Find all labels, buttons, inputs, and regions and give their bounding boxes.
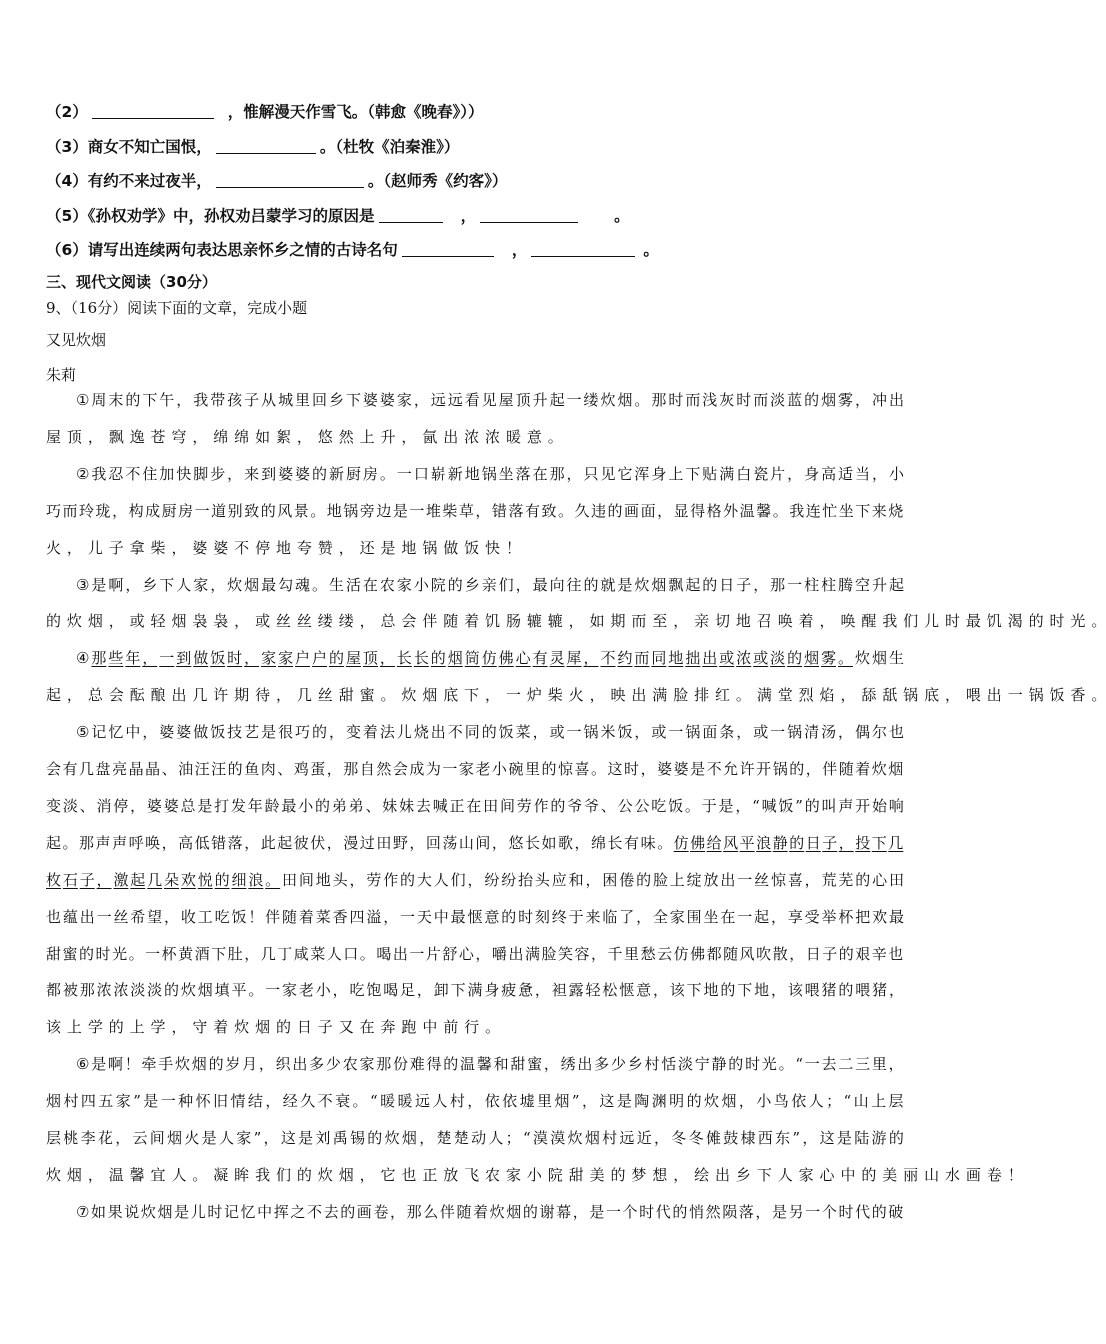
question-4	[46, 171, 507, 191]
article-line: ⑤ 记 忆 中 ， 婆 婆 做 饭 技 艺 是 很 巧 的 ， 变 着 法 儿 烧 出 不 同 的 饭 菜 ， 或 一 锅 米 饭 ， 或 一 锅 面 条 ， 或 一 锅 清 汤 ， 偶 尔 也	[76, 723, 904, 742]
article-title: 又见炊烟	[46, 331, 107, 349]
question-number: （2）	[46, 103, 88, 121]
question-number: （5）	[46, 207, 88, 225]
article-line: 起 ， 总 会 酝 酿 出 几 许 期 待 ， 几 丝 甜 蜜 。 炊 烟 底 下 ， 一 炉 柴 火 ， 映 出 满 脸 排 红 。 满 堂 烈 焰 ， 舔 舐 锅 底 ， 喂 出 一 锅 饭 香 。	[46, 686, 1106, 705]
question-text: 。（杜牧《泊秦淮》）	[319, 138, 460, 156]
article-line: 屋 顶 ， 飘 逸 苍 穹 ， 绵 绵 如 絮 ， 悠 然 上 升 ， 氤 出 浓 浓 暖 意 。	[46, 427, 563, 446]
question-text: ，惟解漫天作雪飞。（韩愈《晚春》））	[227, 103, 484, 121]
question-number: （4）	[46, 172, 88, 190]
article-line: ③ 是 啊 ， 乡 下 人 家 ， 炊 烟 最 勾 魂 。 生 活 在 农 家 小 院 的 乡 亲 们 ， 最 向 往 的 就 是 炊 烟 飘 起 的 日 子 ， 那 一 柱 柱 腾 空 升 起	[76, 575, 904, 594]
answer-blank[interactable]	[216, 172, 364, 188]
answer-blank[interactable]	[379, 207, 443, 223]
article-line: ④ 那 些 年 ， 一 到 做 饭 时 ， 家 家 户 户 的 屋 顶 ， 长 长 的 烟 筒 仿 佛 心 有 灵 犀 ， 不 约 而 同 地 拙 出 或 浓 或 淡 的 烟 雾 。 炊 烟 生	[76, 649, 904, 668]
question-text: ，	[460, 207, 477, 225]
article-author: 朱莉	[46, 366, 77, 384]
question-text: 商女不知亡国恨，	[87, 138, 212, 156]
article-line: 巧 而 玲 珑 ， 构 成 厨 房 一 道 别 致 的 风 景 。 地 锅 旁 边 是 一 堆 柴 草 ， 错 落 有 致 。 久 违 的 画 面 ， 显 得 格 外 温 馨 。 我 连 忙 坐 下 来 烧	[46, 501, 904, 520]
article-line: 甜 蜜 的 时 光 。 一 杯 黄 酒 下 肚 ， 几 丁 咸 菜 人 口 。 喝 出 一 片 舒 心 ， 嚼 出 满 脸 笑 容 ， 千 里 愁 云 仿 佛 都 随 风 吹 散 ， 日 子 的 艰 辛 也	[46, 944, 904, 963]
question-text: 请写出连续两句表达思亲怀乡之情的古诗名句	[87, 241, 398, 259]
question-number: （6）	[46, 241, 88, 259]
article-line: 会 有 几 盘 亮 晶 晶 、 油 汪 汪 的 鱼 肉 、 鸡 蛋 ， 那 自 然 会 成 为 一 家 老 小 碗 里 的 惊 喜 。 这 时 ， 婆 婆 是 不 允 许 开 锅 的 ， 伴 随 着 炊 烟	[46, 760, 904, 778]
article-line: ⑥ 是 啊 ！ 牵 手 炊 烟 的 岁 月 ， 织 出 多 少 农 家 那 份 难 得 的 温 馨 和 甜 蜜 ， 绣 出 多 少 乡 村 恬 淡 宁 静 的 时 光 。 “ 一 去 二 三 里 ，	[76, 1055, 904, 1074]
article-line: 烟 村 四 五 家 ” 是 一 种 怀 旧 情 结 ， 经 久 不 衰 。 “ 暖 暖 远 人 村 ， 依 依 墟 里 烟 ” ， 这 是 陶 渊 明 的 炊 烟 ， 小 鸟 依 人 ； “ 山 上 层	[46, 1092, 904, 1111]
article-line: 的 炊 烟 ， 或 轻 烟 袅 袅 ， 或 丝 丝 缕 缕 ， 总 会 伴 随 着 饥 肠 辘 辘 ， 如 期 而 至 ， 亲 切 地 召 唤 着 ， 唤 醒 我 们 儿 时 最 饥 渴 的 时 光 。	[46, 612, 1106, 631]
question-5	[46, 206, 630, 226]
answer-blank[interactable]	[216, 138, 316, 154]
article-line: 该 上 学 的 上 学 ， 守 着 炊 烟 的 日 子 又 在 奔 跑 中 前 行 。	[46, 1018, 501, 1037]
question-text: 《孙权劝学》中，孙权劝吕蒙学习的原因是	[87, 207, 375, 225]
article-line: ② 我 忍 不 住 加 快 脚 步 ， 来 到 婆 婆 的 新 厨 房 。 一 口 崭 新 地 锅 坐 落 在 那 ， 只 见 它 浑 身 上 下 贴 满 白 瓷 片 ， 身 高 适 当 ， 小	[76, 464, 904, 483]
article-line: 火 ， 儿 子 拿 柴 ， 婆 婆 不 停 地 夸 赞 ， 还 是 地 锅 做 饭 快 ！	[46, 538, 521, 557]
question-text: 。	[614, 207, 630, 225]
article-line: 层 桃 李 花 ， 云 间 烟 火 是 人 家 ” ， 这 是 刘 禹 锡 的 炊 烟 ， 楚 楚 动 人 ； “ 漠 漠 炊 烟 村 远 近 ， 冬 冬 傩 鼓 棣 西 东 ” ， 这 是 陆 游 的	[46, 1129, 904, 1147]
question-number: （3）	[46, 138, 88, 156]
article-line: ⑦ 如 果 说 炊 烟 是 儿 时 记 忆 中 挥 之 不 去 的 画 卷 ， 那 么 伴 随 着 炊 烟 的 谢 幕 ， 是 一 个 时 代 的 悄 然 陨 落 ， 是 另 一 个 时 代 的 破	[76, 1202, 904, 1221]
section-title: 三、现代文阅读（30分）	[46, 273, 217, 291]
answer-blank[interactable]	[480, 207, 578, 223]
article-line: 变 淡 、 消 停 ， 婆 婆 总 是 打 发 年 龄 最 小 的 弟 弟 、 妹 妹 去 喊 正 在 田 间 劳 作 的 爷 爷 、 公 公 吃 饭 。 于 是 ， “ 喊 饭 ” 的 叫 声 开 始 响	[46, 796, 904, 815]
article-line: 也 蕴 出 一 丝 希 望 ， 收 工 吃 饭 ！ 伴 随 着 菜 香 四 溢 ， 一 天 中 最 惬 意 的 时 刻 终 于 来 临 了 ， 全 家 围 坐 在 一 起 ， 享 受 举 杯 把 欢 最	[46, 907, 904, 926]
answer-blank[interactable]	[92, 103, 214, 119]
question-2	[46, 102, 484, 122]
question-intro: 9、（16分）阅读下面的文章，完成小题	[46, 299, 308, 317]
question-text: 。（赵师秀《约客》）	[367, 172, 508, 190]
article-line: 都 被 那 浓 浓 淡 淡 的 炊 烟 填 平 。 一 家 老 小 ， 吃 饱 喝 足 ， 卸 下 满 身 疲 惫 ， 袒 露 轻 松 惬 意 ， 该 下 地 的 下 地 ， 该 喂 猪 的 喂 猪 ，	[46, 981, 904, 1000]
article-line: ① 周 末 的 下 午 ， 我 带 孩 子 从 城 里 回 乡 下 婆 婆 家 ， 远 远 看 见 屋 顶 升 起 一 缕 炊 烟 。 那 时 而 浅 灰 时 而 淡 蓝 的 烟 雾 ， 冲 出	[76, 391, 904, 409]
article-line: 炊 烟 ， 温 馨 宜 人 。 凝 眸 我 们 的 炊 烟 ， 它 也 正 放 飞 农 家 小 院 甜 美 的 梦 想 ， 绘 出 乡 下 人 家 心 中 的 美 丽 山 水 画 卷 ！	[46, 1165, 1023, 1184]
article-line: 枚 石 子 ， 激 起 几 朵 欢 悦 的 细 浪 。 田 间 地 头 ， 劳 作 的 大 人 们 ， 纷 纷 抬 头 应 和 ， 困 倦 的 脸 上 绽 放 出 一 丝 惊 喜 ， 荒 芜 的 心 田	[46, 870, 904, 889]
article-line: 起 。 那 声 声 呼 唤 ， 高 低 错 落 ， 此 起 彼 伏 ， 漫 过 田 野 ， 回 荡 山 间 ， 悠 长 如 歌 ， 绵 长 有 味 。 仿 佛 给 风 平 浪 静 的 日 子 ， 投 下 几	[46, 833, 904, 852]
question-3	[46, 137, 459, 157]
question-text: 有约不来过夜半，	[87, 172, 212, 190]
answer-blank[interactable]	[402, 241, 494, 257]
question-text: 。	[643, 241, 659, 259]
answer-blank[interactable]	[531, 241, 635, 257]
question-6	[46, 240, 659, 260]
question-text: ，	[511, 241, 528, 259]
